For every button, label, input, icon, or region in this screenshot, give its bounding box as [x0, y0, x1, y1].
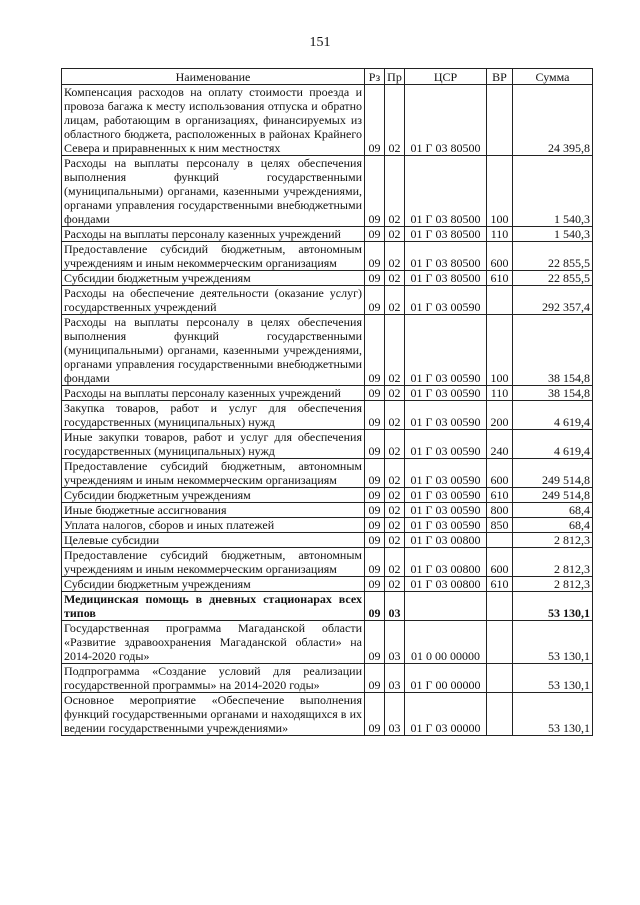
cell-sum: 4 619,4 — [513, 430, 593, 459]
table-row — [62, 242, 593, 271]
cell-csr: 01 Г 03 00800 — [405, 577, 487, 592]
cell-rz: 09 — [365, 85, 385, 156]
budget-table — [61, 68, 593, 736]
cell-vr: 100 — [487, 156, 513, 227]
table-row — [62, 592, 593, 621]
cell-name: Расходы на выплаты персоналу в целях обеспечения выполнения функций государственными (муниципальными) органами, казенными учреждениями, органами управления государственными внебюджетными фондами — [62, 156, 365, 227]
table-row — [62, 533, 593, 548]
table-row — [62, 577, 593, 592]
cell-pr: 02 — [385, 518, 405, 533]
table-row — [62, 459, 593, 488]
cell-csr: 01 0 00 00000 — [405, 621, 487, 664]
cell-pr: 02 — [385, 430, 405, 459]
cell-pr: 02 — [385, 271, 405, 286]
cell-vr: 600 — [487, 242, 513, 271]
cell-rz: 09 — [365, 286, 385, 315]
cell-csr: 01 Г 03 80500 — [405, 271, 487, 286]
cell-vr — [487, 664, 513, 693]
cell-sum: 22 855,5 — [513, 242, 593, 271]
cell-rz: 09 — [365, 577, 385, 592]
cell-name: Субсидии бюджетным учреждениям — [62, 488, 365, 503]
cell-name: Предоставление субсидий бюджетным, автономным учреждениям и иным некоммерческим организациям — [62, 459, 365, 488]
table-row — [62, 286, 593, 315]
cell-vr: 610 — [487, 271, 513, 286]
cell-name: Предоставление субсидий бюджетным, автономным учреждениям и иным некоммерческим организациям — [62, 548, 365, 577]
cell-vr: 850 — [487, 518, 513, 533]
header-pr: Пр — [385, 69, 405, 85]
cell-rz: 09 — [365, 227, 385, 242]
table-row — [62, 548, 593, 577]
cell-vr: 600 — [487, 459, 513, 488]
cell-csr: 01 Г 03 00590 — [405, 401, 487, 430]
cell-pr: 02 — [385, 548, 405, 577]
cell-pr: 02 — [385, 401, 405, 430]
cell-sum: 292 357,4 — [513, 286, 593, 315]
cell-csr: 01 Г 03 80500 — [405, 85, 487, 156]
page-number: 151 — [309, 35, 331, 50]
cell-rz: 09 — [365, 693, 385, 736]
cell-pr: 03 — [385, 664, 405, 693]
table-row — [62, 518, 593, 533]
cell-csr: 01 Г 03 00590 — [405, 459, 487, 488]
cell-pr: 02 — [385, 315, 405, 386]
cell-name: Расходы на выплаты персоналу в целях обеспечения выполнения функций государственными (муниципальными) органами, казенными учреждениями, органами управления государственными внебюджетными фондами — [62, 315, 365, 386]
cell-sum: 1 540,3 — [513, 227, 593, 242]
table-row — [62, 430, 593, 459]
cell-sum: 38 154,8 — [513, 315, 593, 386]
cell-vr — [487, 592, 513, 621]
cell-sum: 22 855,5 — [513, 271, 593, 286]
table-row — [62, 227, 593, 242]
cell-name: Целевые субсидии — [62, 533, 365, 548]
cell-pr: 02 — [385, 459, 405, 488]
cell-name: Подпрограмма «Создание условий для реализации государственной программы» на 2014-2020 годы» — [62, 664, 365, 693]
table-row — [62, 693, 593, 736]
cell-csr: 01 Г 03 00590 — [405, 488, 487, 503]
cell-name: Субсидии бюджетным учреждениям — [62, 271, 365, 286]
cell-name: Субсидии бюджетным учреждениям — [62, 577, 365, 592]
header-name: Наименование — [62, 69, 365, 85]
cell-vr: 240 — [487, 430, 513, 459]
cell-sum: 1 540,3 — [513, 156, 593, 227]
cell-name: Медицинская помощь в дневных стационарах всех типов — [62, 592, 365, 621]
cell-csr: 01 Г 03 80500 — [405, 242, 487, 271]
cell-vr — [487, 286, 513, 315]
cell-rz: 09 — [365, 430, 385, 459]
cell-pr: 02 — [385, 85, 405, 156]
cell-csr: 01 Г 03 00590 — [405, 315, 487, 386]
header-rz: Рз — [365, 69, 385, 85]
cell-csr — [405, 592, 487, 621]
cell-sum: 53 130,1 — [513, 592, 593, 621]
table-row — [62, 386, 593, 401]
cell-rz: 09 — [365, 401, 385, 430]
cell-vr — [487, 533, 513, 548]
cell-csr: 01 Г 03 80500 — [405, 227, 487, 242]
cell-vr: 200 — [487, 401, 513, 430]
cell-vr — [487, 85, 513, 156]
cell-csr: 01 Г 03 00590 — [405, 386, 487, 401]
cell-pr: 02 — [385, 156, 405, 227]
cell-sum: 249 514,8 — [513, 488, 593, 503]
cell-sum: 53 130,1 — [513, 693, 593, 736]
cell-rz: 09 — [365, 664, 385, 693]
cell-sum: 2 812,3 — [513, 548, 593, 577]
cell-csr: 01 Г 03 00590 — [405, 430, 487, 459]
cell-vr: 610 — [487, 488, 513, 503]
cell-name: Расходы на обеспечение деятельности (оказание услуг) государственных учреждений — [62, 286, 365, 315]
cell-name: Иные бюджетные ассигнования — [62, 503, 365, 518]
cell-sum: 68,4 — [513, 518, 593, 533]
cell-rz: 09 — [365, 488, 385, 503]
cell-csr: 01 Г 03 00590 — [405, 518, 487, 533]
cell-sum: 68,4 — [513, 503, 593, 518]
cell-name: Государственная программа Магаданской области «Развитие здравоохранения Магаданской области» на 2014-2020 годы» — [62, 621, 365, 664]
cell-csr: 01 Г 03 80500 — [405, 156, 487, 227]
cell-rz: 09 — [365, 533, 385, 548]
cell-rz: 09 — [365, 621, 385, 664]
cell-rz: 09 — [365, 503, 385, 518]
cell-sum: 53 130,1 — [513, 664, 593, 693]
cell-rz: 09 — [365, 315, 385, 386]
cell-vr: 600 — [487, 548, 513, 577]
cell-rz: 09 — [365, 156, 385, 227]
cell-vr: 110 — [487, 227, 513, 242]
table-row — [62, 621, 593, 664]
table-row — [62, 503, 593, 518]
header-vr: ВР — [487, 69, 513, 85]
cell-name: Компенсация расходов на оплату стоимости проезда и провоза багажа к месту использования отпуска и обратно лицам, работающим в организациях, финансируемых из областного бюджета, расположенных в районах Крайнего Севера и приравненных к ним местностях — [62, 85, 365, 156]
cell-sum: 249 514,8 — [513, 459, 593, 488]
table-row — [62, 271, 593, 286]
cell-rz: 09 — [365, 271, 385, 286]
table-row — [62, 488, 593, 503]
table-row — [62, 85, 593, 156]
cell-pr: 02 — [385, 533, 405, 548]
cell-name: Расходы на выплаты персоналу казенных учреждений — [62, 227, 365, 242]
cell-csr: 01 Г 03 00590 — [405, 503, 487, 518]
cell-pr: 02 — [385, 503, 405, 518]
cell-sum: 53 130,1 — [513, 621, 593, 664]
header-csr: ЦСР — [405, 69, 487, 85]
cell-rz: 09 — [365, 518, 385, 533]
cell-name: Расходы на выплаты персоналу казенных учреждений — [62, 386, 365, 401]
cell-name: Основное мероприятие «Обеспечение выполнения функций государственными органами и находящихся в их ведении государственными учреждениями» — [62, 693, 365, 736]
cell-pr: 02 — [385, 227, 405, 242]
cell-csr: 01 Г 03 00800 — [405, 533, 487, 548]
cell-sum: 2 812,3 — [513, 533, 593, 548]
cell-csr: 01 Г 00 00000 — [405, 664, 487, 693]
table-row — [62, 664, 593, 693]
cell-name: Уплата налогов, сборов и иных платежей — [62, 518, 365, 533]
header-sum: Сумма — [513, 69, 593, 85]
cell-vr: 100 — [487, 315, 513, 386]
table-header-row — [62, 69, 593, 85]
cell-rz: 09 — [365, 459, 385, 488]
cell-pr: 02 — [385, 386, 405, 401]
cell-csr: 01 Г 03 00000 — [405, 693, 487, 736]
table-row — [62, 315, 593, 386]
cell-name: Предоставление субсидий бюджетным, автономным учреждениям и иным некоммерческим организациям — [62, 242, 365, 271]
cell-sum: 4 619,4 — [513, 401, 593, 430]
cell-pr: 03 — [385, 621, 405, 664]
cell-rz: 09 — [365, 592, 385, 621]
cell-rz: 09 — [365, 548, 385, 577]
table-body — [62, 85, 593, 736]
cell-pr: 02 — [385, 286, 405, 315]
cell-vr — [487, 621, 513, 664]
table-row — [62, 156, 593, 227]
cell-sum: 38 154,8 — [513, 386, 593, 401]
cell-name: Иные закупки товаров, работ и услуг для обеспечения государственных (муниципальных) нужд — [62, 430, 365, 459]
cell-vr: 800 — [487, 503, 513, 518]
cell-vr: 110 — [487, 386, 513, 401]
cell-rz: 09 — [365, 386, 385, 401]
cell-rz: 09 — [365, 242, 385, 271]
cell-vr — [487, 693, 513, 736]
table-row — [62, 401, 593, 430]
cell-pr: 02 — [385, 488, 405, 503]
cell-pr: 03 — [385, 693, 405, 736]
cell-pr: 02 — [385, 577, 405, 592]
cell-sum: 24 395,8 — [513, 85, 593, 156]
cell-name: Закупка товаров, работ и услуг для обеспечения государственных (муниципальных) нужд — [62, 401, 365, 430]
cell-csr: 01 Г 03 00590 — [405, 286, 487, 315]
cell-csr: 01 Г 03 00800 — [405, 548, 487, 577]
cell-sum: 2 812,3 — [513, 577, 593, 592]
cell-pr: 03 — [385, 592, 405, 621]
cell-vr: 610 — [487, 577, 513, 592]
cell-pr: 02 — [385, 242, 405, 271]
